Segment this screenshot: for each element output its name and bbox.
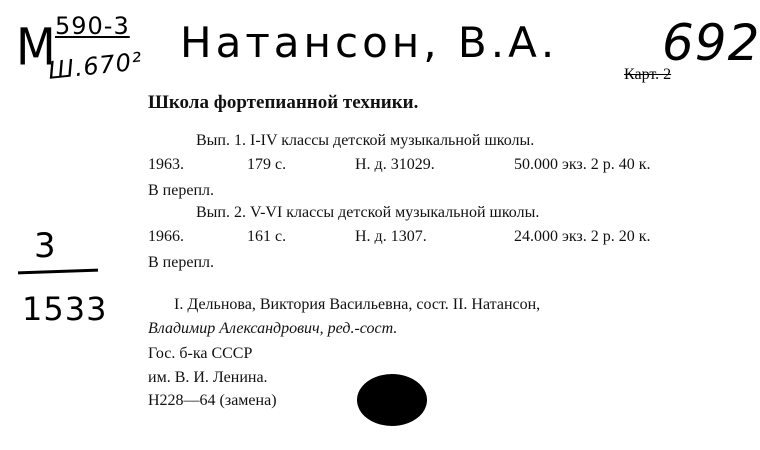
library-line-2: им. В. И. Ленина. bbox=[148, 369, 268, 386]
handwritten-card-number: 692 bbox=[662, 14, 760, 72]
volume-1-copies-price: 50.000 экз. 2 р. 40 к. bbox=[514, 156, 651, 173]
volume-1-pages: 179 с. bbox=[247, 156, 287, 173]
volume-1-binding: В перепл. bbox=[148, 182, 214, 199]
volume-2-number: Н. д. 1307. bbox=[355, 228, 427, 245]
volume-2-copies-price: 24.000 экз. 2 р. 20 к. bbox=[514, 228, 651, 245]
fraction-line bbox=[18, 269, 98, 275]
ink-stamp-blot bbox=[357, 374, 427, 426]
author-heading: Натансон, В.А. bbox=[180, 18, 559, 67]
card-label: Карт. 2 bbox=[624, 66, 672, 83]
tracing-line-2: Владимир Александрович, ред.-сост. bbox=[148, 320, 398, 337]
library-line-1: Гос. б-ка СССР bbox=[148, 345, 253, 362]
shelf-mark-bottom: Ш.670² bbox=[46, 47, 144, 85]
collection-mark: М bbox=[16, 17, 57, 77]
volume-2-heading: Вып. 2. V-VI классы детской музыкальной школы. bbox=[196, 204, 540, 221]
tracing-line-1: I. Дельнова, Виктория Васильевна, сост. II. Натансон, bbox=[174, 296, 541, 313]
book-title: Школа фортепианной техники. bbox=[148, 92, 419, 113]
volume-2-binding: В перепл. bbox=[148, 254, 214, 271]
library-line-3: Н228—64 (замена) bbox=[148, 392, 277, 409]
volume-2-year: 1966. bbox=[148, 228, 184, 245]
shelf-mark-top: 590-3 bbox=[55, 12, 130, 40]
volume-1-number: Н. д. 31029. bbox=[355, 156, 435, 173]
handwritten-fraction-top: 3 bbox=[34, 226, 57, 266]
volume-2-pages: 161 с. bbox=[247, 228, 287, 245]
volume-1-year: 1963. bbox=[148, 156, 184, 173]
volume-1-heading: Вып. 1. I-IV классы детской музыкальной школы. bbox=[196, 132, 535, 149]
handwritten-fraction-bottom: 1533 bbox=[22, 290, 108, 328]
